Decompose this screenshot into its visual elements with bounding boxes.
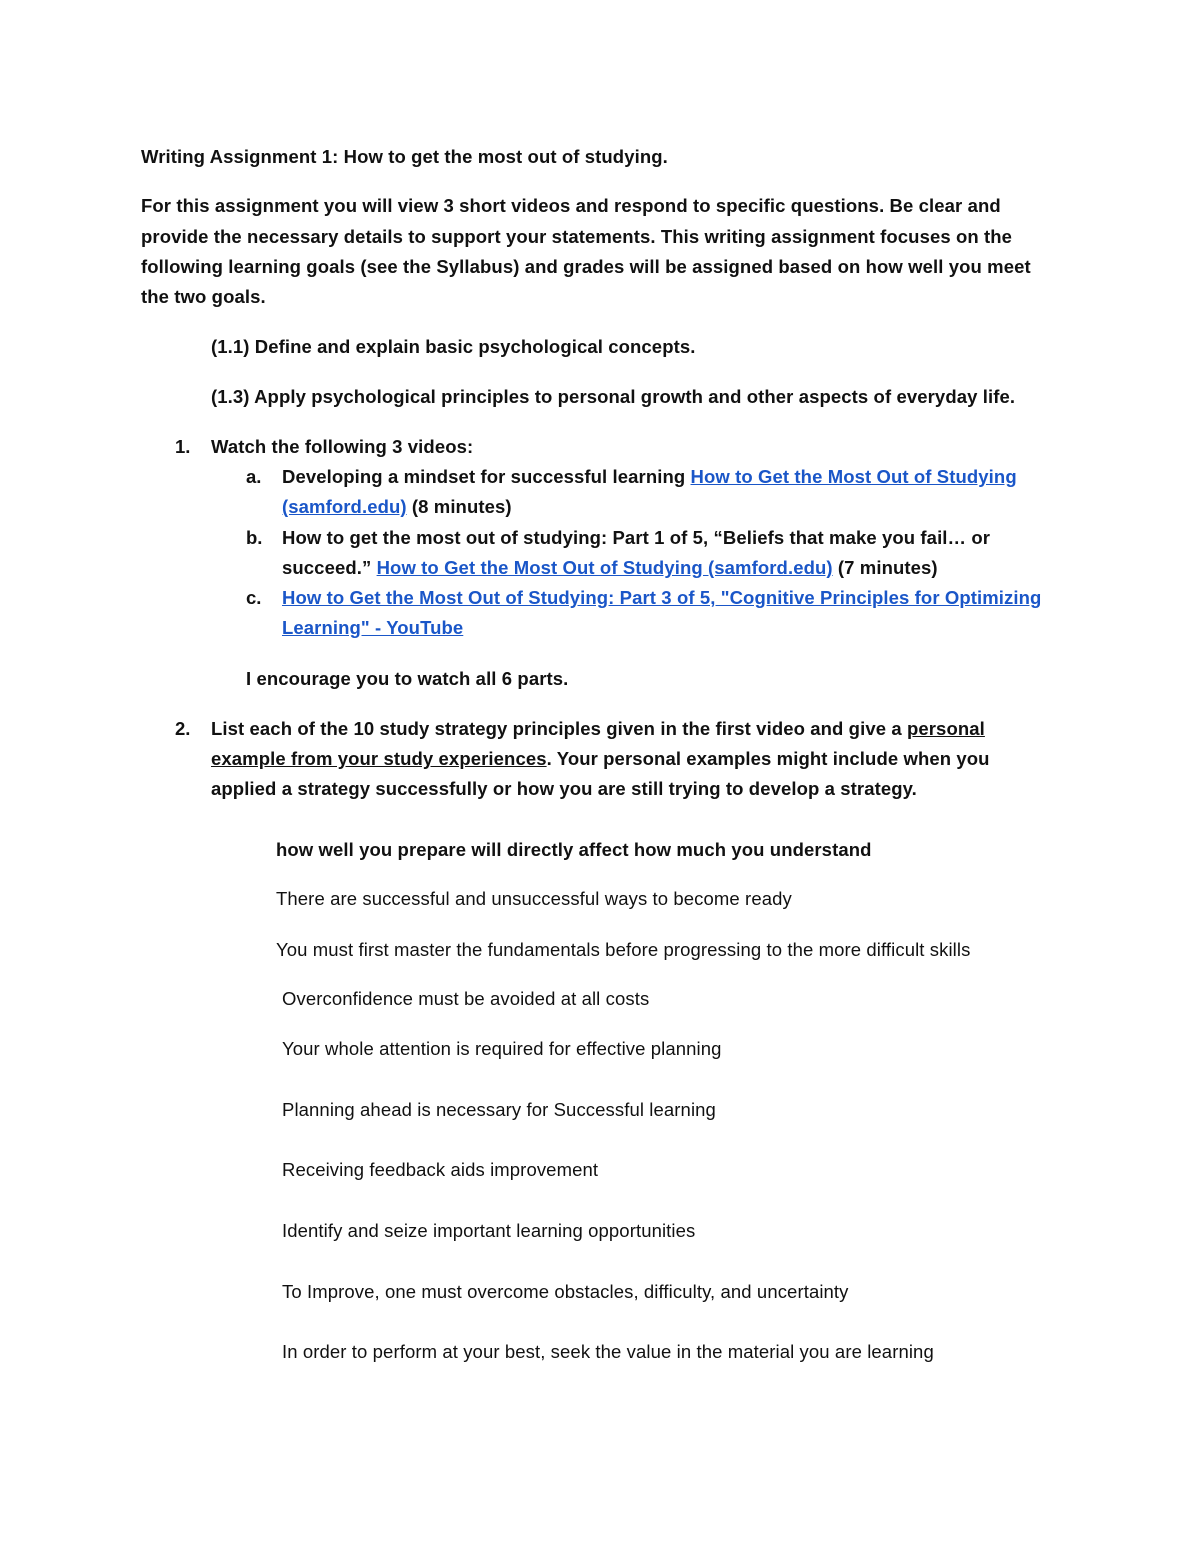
item-2-text-2: . Your personal examples might include when you bbox=[546, 748, 990, 769]
item-1b-duration: (7 minutes) bbox=[832, 557, 938, 578]
item-1b-text: succeed.” bbox=[282, 557, 377, 578]
intro-line-4: the two goals. bbox=[141, 286, 266, 307]
item-2-underlined-1: personal bbox=[906, 718, 985, 739]
item-2-line-2 bbox=[211, 747, 990, 771]
learning-goal-1-3: (1.3) Apply psychological principles to personal growth and other aspects of everyday life. bbox=[211, 386, 1016, 407]
principle-6: Planning ahead is necessary for Successful learning bbox=[282, 1099, 716, 1120]
encourage-note: I encourage you to watch all 6 parts. bbox=[246, 668, 569, 689]
list-number-2: 2. bbox=[175, 718, 191, 739]
intro-line-3: following learning goals (see the Syllabus) and grades will be assigned based on how well you meet bbox=[141, 256, 1031, 277]
principle-5: Your whole attention is required for effective planning bbox=[282, 1038, 722, 1059]
item-1a-line-1 bbox=[282, 465, 1017, 489]
principle-8: Identify and seize important learning opportunities bbox=[282, 1220, 696, 1241]
item-1-text: Watch the following 3 videos: bbox=[211, 436, 474, 457]
item-1b-line-2 bbox=[282, 556, 938, 580]
item-2-text-1: List each of the 10 study strategy principles given in the first video and give a bbox=[211, 718, 907, 739]
youtube-video-link-c-cont[interactable]: Learning" - YouTube bbox=[282, 617, 464, 638]
learning-goal-1-1: (1.1) Define and explain basic psychological concepts. bbox=[211, 336, 696, 357]
item-2-line-3: applied a strategy successfully or how you are still trying to develop a strategy. bbox=[211, 778, 917, 799]
principle-10: In order to perform at your best, seek the value in the material you are learning bbox=[282, 1341, 934, 1362]
item-1a-line-2 bbox=[282, 495, 512, 519]
samford-video-link-a[interactable]: How to Get the Most Out of Studying bbox=[690, 466, 1017, 487]
principle-7: Receiving feedback aids improvement bbox=[282, 1159, 599, 1180]
assignment-title: Writing Assignment 1: How to get the most out of studying. bbox=[141, 146, 668, 167]
principle-1: how well you prepare will directly affect how much you understand bbox=[276, 839, 872, 860]
samford-video-link-a-cont[interactable]: (samford.edu) bbox=[282, 496, 407, 517]
samford-video-link-b[interactable]: How to Get the Most Out of Studying (samford.edu) bbox=[376, 557, 833, 578]
item-1a-duration: (8 minutes) bbox=[406, 496, 512, 517]
item-1c-line-2 bbox=[282, 616, 463, 640]
intro-line-1: For this assignment you will view 3 short videos and respond to specific questions. Be clear and bbox=[141, 195, 1001, 216]
principle-4: Overconfidence must be avoided at all costs bbox=[282, 988, 650, 1009]
sublist-letter-a: a. bbox=[246, 466, 262, 487]
sublist-letter-b: b. bbox=[246, 527, 263, 548]
intro-line-2: provide the necessary details to support your statements. This writing assignment focuses on the bbox=[141, 226, 1013, 247]
item-2-underlined-2: example from your study experiences bbox=[211, 748, 547, 769]
item-1a-text: Developing a mindset for successful learning bbox=[282, 466, 691, 487]
list-number-1: 1. bbox=[175, 436, 191, 457]
item-1b-line-1: How to get the most out of studying: Part 1 of 5, “Beliefs that make you fail… or bbox=[282, 527, 991, 548]
principle-9: To Improve, one must overcome obstacles, difficulty, and uncertainty bbox=[282, 1281, 849, 1302]
item-2-line-1 bbox=[211, 717, 985, 741]
item-1c-line-1 bbox=[282, 586, 1041, 610]
principle-3: You must first master the fundamentals before progressing to the more difficult skills bbox=[276, 939, 971, 960]
principle-2: There are successful and unsuccessful ways to become ready bbox=[276, 888, 792, 909]
sublist-letter-c: c. bbox=[246, 587, 262, 608]
youtube-video-link-c[interactable]: How to Get the Most Out of Studying: Part 3 of 5, "Cognitive Principles for Optimizing bbox=[282, 587, 1042, 608]
